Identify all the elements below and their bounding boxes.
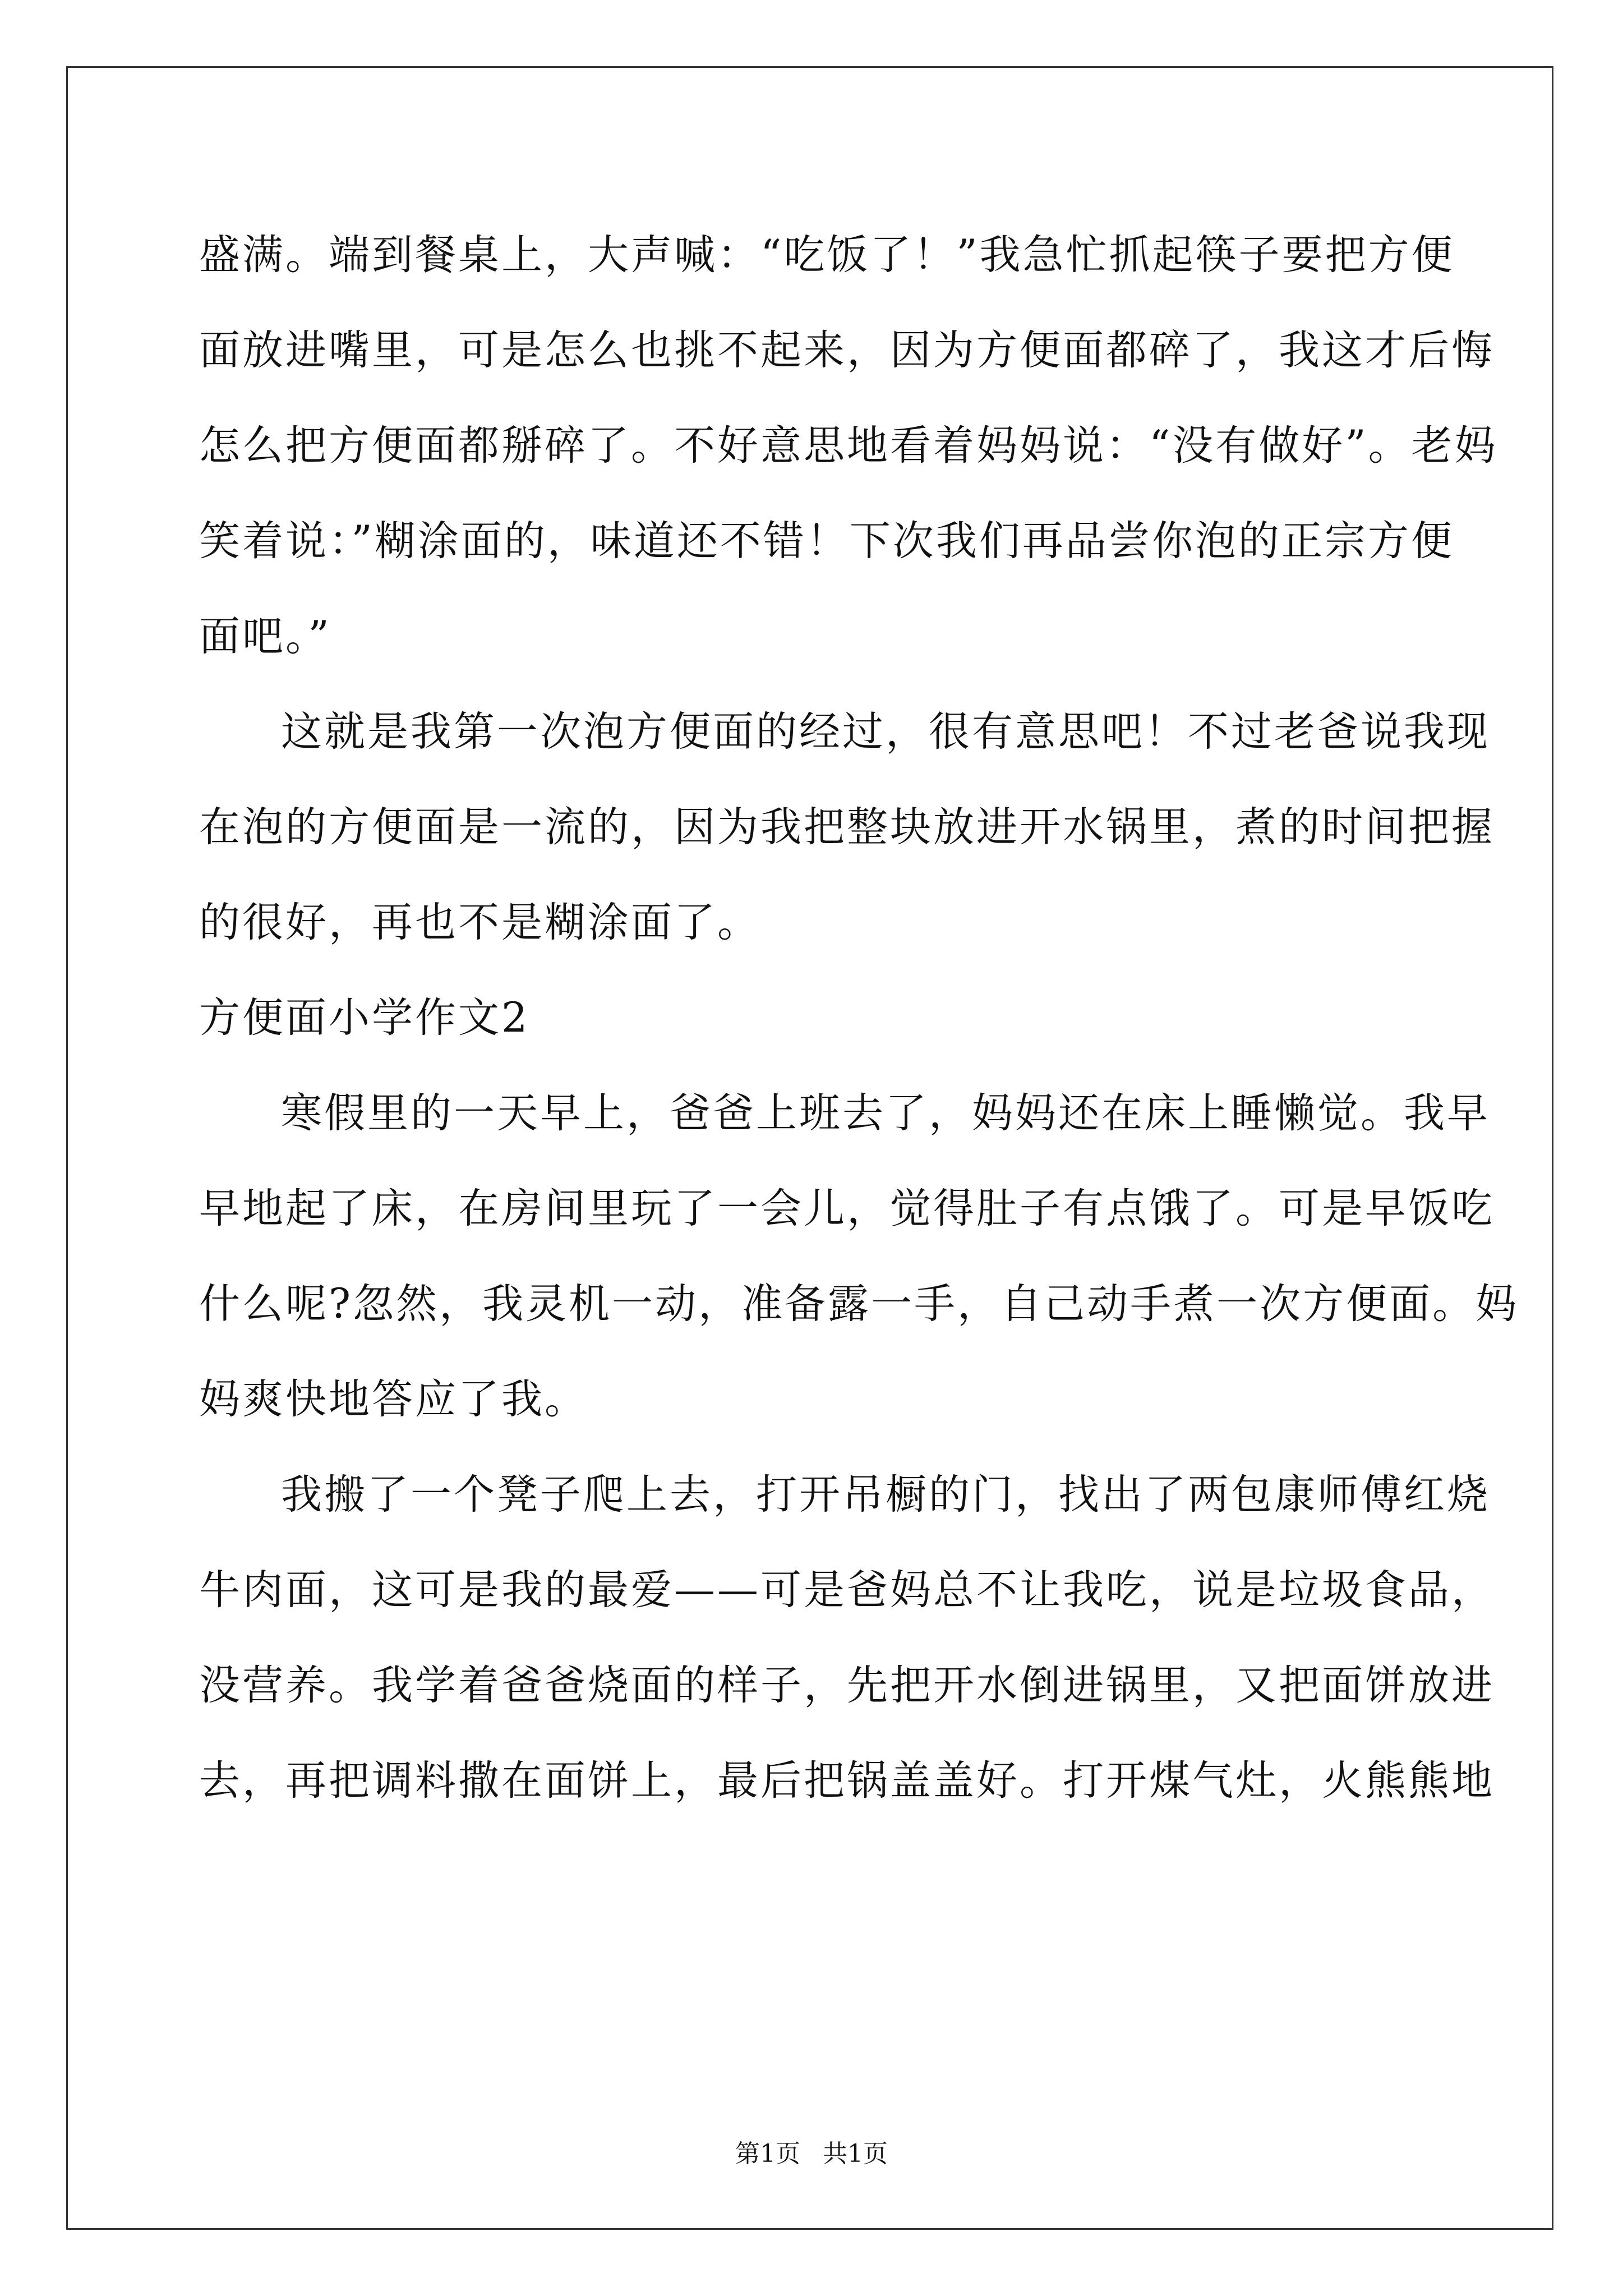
text-line: 面吧。” [199, 613, 331, 660]
text-line: 去，再把调料撒在面饼上，最后把锅盖盖好。打开煤气灶，火熊熊地 [199, 1757, 1495, 1805]
text-line: 寒假里的一天早上，爸爸上班去了，妈妈还在床上睡懒觉。我早 [281, 1089, 1490, 1137]
text-line: 没营养。我学着爸爸烧面的样子，先把开水倒进锅里，又把面饼放进 [199, 1662, 1495, 1709]
text-line: 盛满。端到餐桌上，大声喊：“吃饭了！”我急忙抓起筷子要把方便 [199, 231, 1455, 279]
section-heading: 方便面小学作文2 [199, 994, 530, 1042]
page-number: 第1页 [735, 2139, 800, 2168]
document-body [199, 208, 1519, 1829]
text-line: 在泡的方便面是一流的，因为我把整块放进开水锅里，煮的时间把握 [199, 803, 1495, 851]
page-footer [0, 2137, 1623, 2171]
text-line: 什么呢?忽然，我灵机一动，准备露一手，自己动手煮一次方便面。妈 [199, 1280, 1519, 1328]
text-line: 早地起了床，在房间里玩了一会儿，觉得肚子有点饿了。可是早饭吃 [199, 1185, 1495, 1232]
text-line: 我搬了一个凳子爬上去，打开吊橱的门，找出了两包康师傅红烧 [281, 1471, 1490, 1519]
text-line: 笑着说：”糊涂面的，味道还不错！下次我们再品尝你泡的正宗方便 [199, 517, 1454, 565]
text-line: 的很好，再也不是糊涂面了。 [199, 899, 760, 946]
text-line: 这就是我第一次泡方便面的经过，很有意思吧！不过老爸说我现 [281, 708, 1490, 756]
text-line: 面放进嘴里，可是怎么也挑不起来，因为方便面都碎了，我这才后悔 [199, 326, 1495, 374]
text-line: 妈爽快地答应了我。 [199, 1375, 588, 1423]
text-line: 怎么把方便面都掰碎了。不好意思地看着妈妈说：“没有做好”。老妈 [199, 422, 1498, 470]
page-total: 共1页 [823, 2139, 888, 2168]
text-line: 牛肉面，这可是我的最爱——可是爸妈总不让我吃，说是垃圾食品， [199, 1566, 1495, 1614]
